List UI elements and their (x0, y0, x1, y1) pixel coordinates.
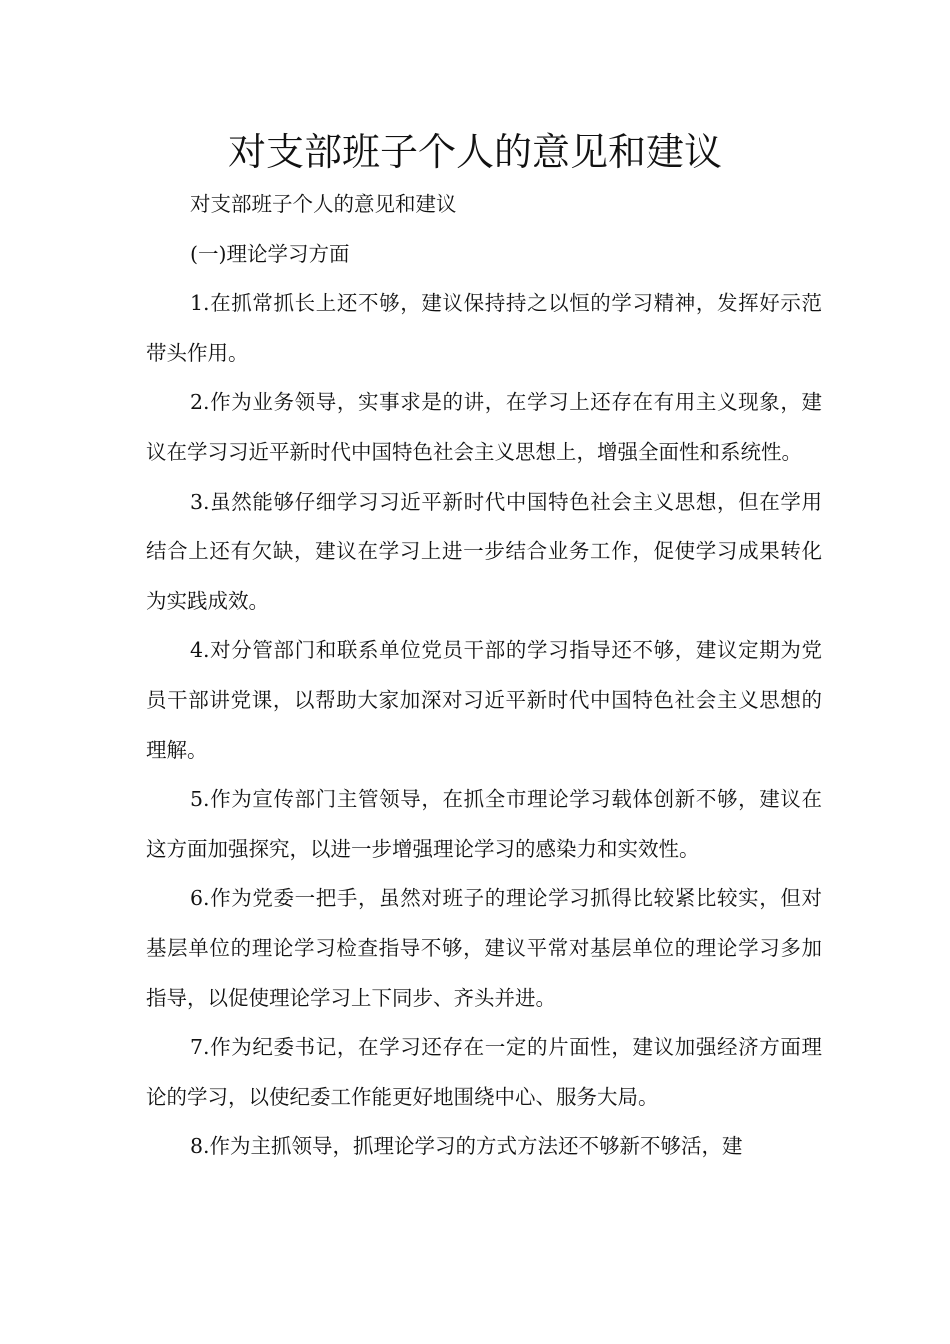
paragraph-item-3: 3.虽然能够仔细学习习近平新时代中国特色社会主义思想，但在学用结合上还有欠缺，建议在学习上进一步结合业务工作，促使学习成果转化为实践成效。 (146, 489, 822, 613)
section-heading: (一)理论学习方面 (190, 241, 350, 266)
paragraph-subtitle: 对支部班子个人的意见和建议 (190, 192, 457, 216)
paragraph-item-6: 6.作为党委一把手，虽然对班子的理论学习抓得比较紧比较实，但对基层单位的理论学习检查指导不够，建议平常对基层单位的理论学习多加指导，以促使理论学习上下同步、齐头并进。 (146, 886, 822, 1010)
paragraph-item-1: 1.在抓常抓长上还不够，建议保持持之以恒的学习精神，发挥好示范带头作用。 (146, 291, 822, 365)
paragraph-item-2: 2.作为业务领导，实事求是的讲，在学习上还存在有用主义现象，建议在学习习近平新时代中国特色社会主义思想上，增强全面性和系统性。 (146, 390, 822, 464)
document-body (146, 180, 822, 1172)
paragraph-item-5: 5.作为宣传部门主管领导，在抓全市理论学习载体创新不够，建议在这方面加强探究，以进一步增强理论学习的感染力和实效性。 (146, 787, 822, 861)
paragraph-item-4: 4.对分管部门和联系单位党员干部的学习指导还不够，建议定期为党员干部讲党课，以帮助大家加深对习近平新时代中国特色社会主义思想的理解。 (146, 638, 822, 762)
paragraph-item-8: 8.作为主抓领导，抓理论学习的方式方法还不够新不够活，建 (190, 1134, 743, 1159)
paragraph-item-7: 7.作为纪委书记，在学习还存在一定的片面性，建议加强经济方面理论的学习，以使纪委工作能更好地围绕中心、服务大局。 (146, 1035, 822, 1109)
document-title: 对支部班子个人的意见和建议 (227, 130, 722, 174)
